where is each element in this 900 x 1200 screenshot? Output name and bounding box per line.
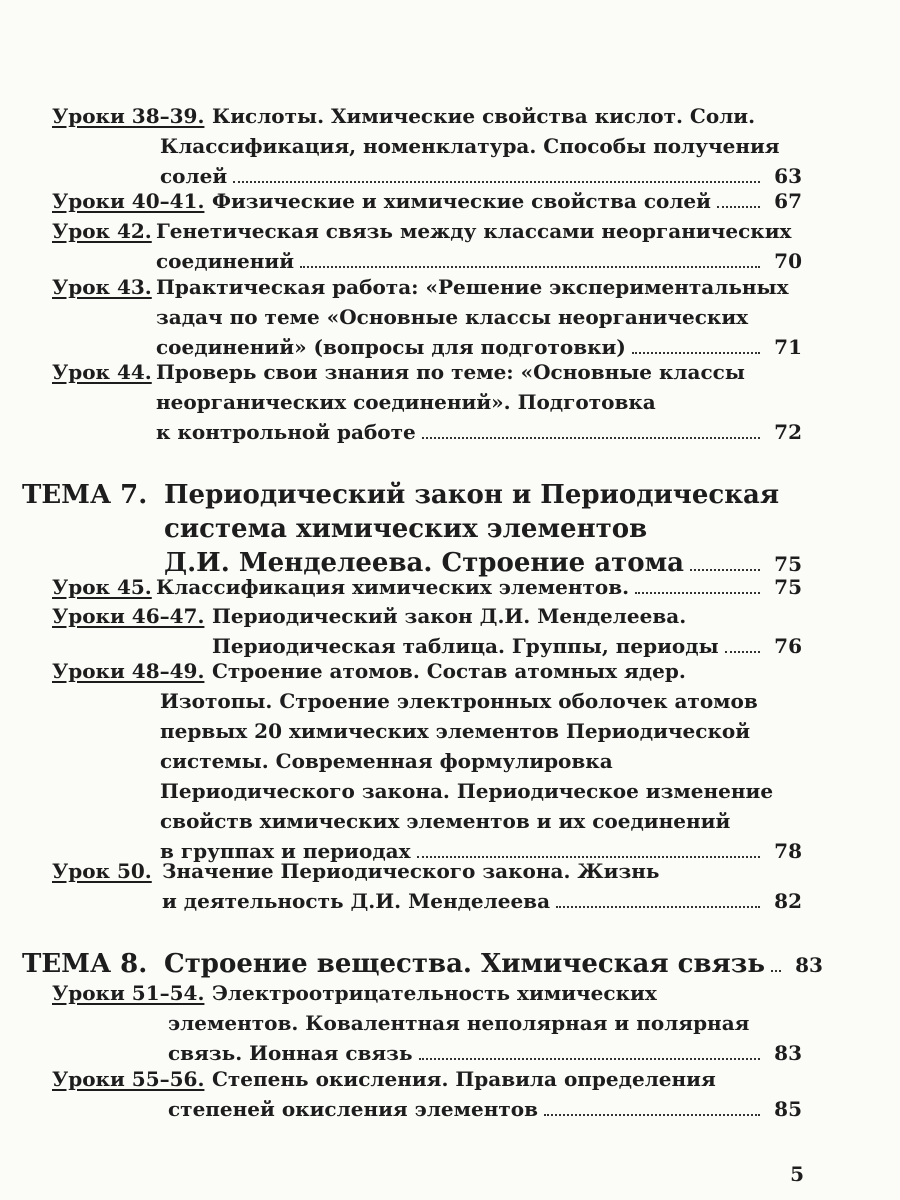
lesson-label: Уроки 38–39.	[52, 104, 205, 128]
lesson-label: Урок 43.	[52, 275, 152, 299]
entry-text: Классификация химических элементов.	[156, 575, 630, 599]
toc-entry	[52, 186, 802, 216]
page-ref: 71	[774, 335, 802, 359]
page-ref: 72	[774, 420, 802, 444]
toc-entry	[52, 357, 802, 447]
lesson-label: Урок 50.	[52, 859, 152, 883]
topic-heading	[22, 478, 802, 581]
topic-text: Строение вещества. Химическая связь	[164, 949, 765, 979]
lesson-label: Уроки 46–47.	[52, 604, 205, 628]
leader-dots	[771, 970, 781, 972]
leader-dots	[690, 569, 760, 571]
toc-entry	[52, 101, 802, 191]
entry-text: и деятельность Д.И. Менделеева	[162, 889, 551, 913]
entry-text: свойств химических элементов и их соединений	[160, 809, 731, 833]
page-ref: 83	[795, 953, 823, 977]
toc-entry	[52, 856, 802, 916]
entry-text: Периодического закона. Периодическое изменение	[160, 779, 774, 803]
leader-dots	[419, 1058, 760, 1060]
entry-text: в группах и периодах	[160, 839, 411, 863]
lesson-label: Уроки 48–49.	[52, 659, 205, 683]
leader-dots	[300, 266, 760, 268]
entry-text: Практическая работа: «Решение экспериментальных	[156, 275, 789, 299]
toc-entry	[52, 601, 802, 661]
toc-entry	[52, 978, 802, 1068]
entry-text: Электроотрицательность химических	[212, 981, 657, 1005]
page-ref: 70	[774, 249, 802, 273]
topic-text: система химических элементов	[164, 514, 648, 544]
entry-text: неорганических соединений». Подготовка	[156, 390, 656, 414]
leader-dots	[635, 592, 760, 594]
page-ref: 63	[774, 164, 802, 188]
topic-heading	[22, 947, 823, 982]
topic-text: Д.И. Менделеева. Строение атома	[164, 548, 684, 578]
entry-text: Строение атомов. Состав атомных ядер.	[212, 659, 686, 683]
entry-text: Степень окисления. Правила определения	[212, 1067, 716, 1091]
leader-dots	[556, 906, 760, 908]
toc-entry	[52, 216, 802, 276]
entry-text: Кислоты. Химические свойства кислот. Соли.	[212, 104, 756, 128]
topic-label: ТЕМА 7.	[22, 480, 148, 510]
lesson-label: Уроки 55–56.	[52, 1067, 205, 1091]
entry-text: соединений» (вопросы для подготовки)	[156, 335, 626, 359]
leader-dots	[725, 651, 760, 653]
entry-text: степеней окисления элементов	[168, 1097, 539, 1121]
page-ref: 78	[774, 839, 802, 863]
entry-text: Изотопы. Строение электронных оболочек атомов	[160, 689, 758, 713]
entry-text: к контрольной работе	[156, 420, 416, 444]
toc-entry	[52, 1064, 802, 1124]
lesson-label: Уроки 51–54.	[52, 981, 205, 1005]
entry-text: элементов. Ковалентная неполярная и полярная	[168, 1011, 750, 1035]
entry-text: связь. Ионная связь	[168, 1041, 413, 1065]
toc-entry	[52, 656, 802, 866]
entry-text: системы. Современная формулировка	[160, 749, 613, 773]
page-ref: 82	[774, 889, 802, 913]
entry-text: Периодическая таблица. Группы, периоды	[212, 634, 719, 658]
entry-text: Физические и химические свойства солей	[212, 189, 711, 213]
entry-text: соединений	[156, 249, 295, 273]
lesson-label: Урок 42.	[52, 219, 152, 243]
topic-label: ТЕМА 8.	[22, 949, 148, 979]
page-ref: 83	[774, 1041, 802, 1065]
page-ref: 67	[774, 189, 802, 213]
page-ref: 85	[774, 1097, 802, 1121]
lesson-label: Уроки 40–41.	[52, 189, 205, 213]
leader-dots	[422, 437, 760, 439]
topic-text: Периодический закон и Периодическая	[164, 480, 780, 510]
page-number: 5	[790, 1162, 804, 1186]
leader-dots	[632, 352, 760, 354]
page-ref: 75	[774, 552, 802, 576]
entry-text: первых 20 химических элементов Периодической	[160, 719, 751, 743]
lesson-label: Урок 44.	[52, 360, 152, 384]
page-ref: 76	[774, 634, 802, 658]
entry-text: задач по теме «Основные классы неорганических	[156, 305, 749, 329]
toc-entry	[52, 572, 802, 602]
entry-text: Классификация, номенклатура. Способы получения	[160, 134, 780, 158]
entry-text: Проверь свои знания по теме: «Основные классы	[156, 360, 745, 384]
leader-dots	[717, 206, 760, 208]
leader-dots	[233, 181, 760, 183]
entry-text: Периодический закон Д.И. Менделеева.	[212, 604, 687, 628]
entry-text: Генетическая связь между классами неорганических	[156, 219, 792, 243]
toc-entry	[52, 272, 802, 362]
leader-dots	[544, 1114, 760, 1116]
page-ref: 75	[774, 575, 802, 599]
entry-text: солей	[160, 164, 228, 188]
entry-text: Значение Периодического закона. Жизнь	[162, 859, 660, 883]
lesson-label: Урок 45.	[52, 575, 152, 599]
